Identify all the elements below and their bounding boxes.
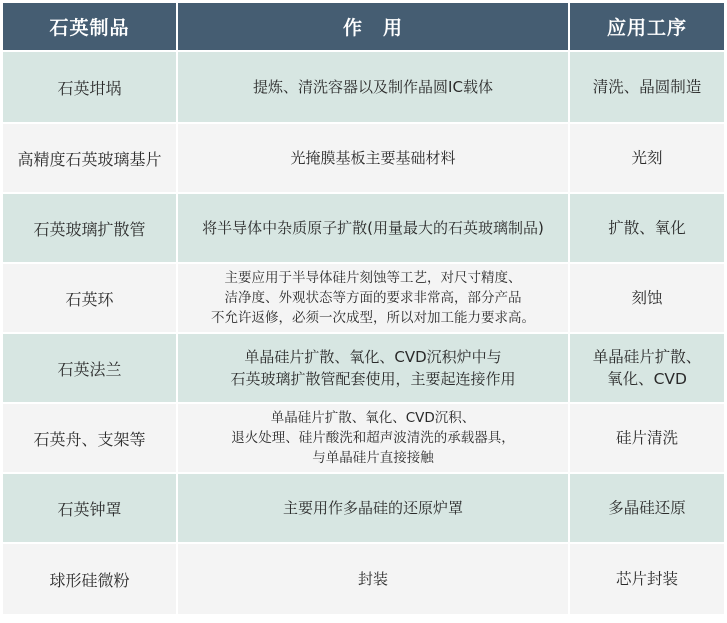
process-line: 多晶硅还原 [608,499,686,517]
table-row [3,472,724,542]
application-process [570,402,724,472]
process-line: 刻蚀 [631,289,663,307]
quartz-products-table-container [3,3,724,614]
application-process [570,332,724,402]
product-name: 石英钟罩 [3,472,178,542]
process-line: 氧化、CVD [607,370,687,388]
application-process [570,472,724,542]
application-process [570,542,724,614]
product-function [178,402,570,472]
table-row [3,402,724,472]
product-function [178,262,570,332]
product-name: 球形硅微粉 [3,542,178,614]
function-line: 不允许返修，必须一次成型，所以对加工能力要求高。 [211,310,535,326]
product-function [178,192,570,262]
product-name: 石英坩埚 [3,50,178,122]
table-row [3,122,724,192]
function-line: 主要应用于半导体硅片刻蚀等工艺，对尺寸精度、 [224,270,522,286]
product-name: 高精度石英玻璃基片 [3,122,178,192]
function-line: 洁净度、外观状态等方面的要求非常高，部分产品 [224,290,522,306]
product-function [178,50,570,122]
table-row [3,50,724,122]
function-line: 石英玻璃扩散管配套使用，主要起连接作用 [230,370,516,388]
product-function [178,542,570,614]
application-process [570,192,724,262]
function-line: 退火处理、硅片酸洗和超声波清洗的承载器具， [231,430,515,446]
function-line: 提炼、清洗容器以及制作晶圆IC载体 [253,78,493,96]
process-line: 扩散、氧化 [608,219,686,237]
product-name: 石英法兰 [3,332,178,402]
product-function [178,122,570,192]
header-product: 石英制品 [3,3,178,50]
table-row [3,332,724,402]
header-function: 作 用 [178,3,570,50]
application-process [570,122,724,192]
product-function [178,332,570,402]
product-function [178,472,570,542]
header-process: 应用工序 [570,3,724,50]
process-line: 芯片封装 [615,570,678,588]
product-name: 石英玻璃扩散管 [3,192,178,262]
product-name: 石英舟、支架等 [3,402,178,472]
application-process [570,50,724,122]
function-line: 单晶硅片扩散、氧化、CVD沉积炉中与 [244,348,502,366]
process-line: 光刻 [631,149,663,167]
function-line: 将半导体中杂质原子扩散(用量最大的石英玻璃制品) [202,219,544,237]
product-name: 石英环 [3,262,178,332]
quartz-products-table [3,3,724,614]
process-line: 硅片清洗 [615,429,678,447]
application-process [570,262,724,332]
process-line: 清洗、晶圆制造 [592,78,702,96]
table-row [3,192,724,262]
function-line: 与单晶硅片直接接触 [312,450,434,466]
function-line: 光掩膜基板主要基础材料 [290,149,456,167]
process-line: 单晶硅片扩散、 [592,348,702,366]
function-line: 单晶硅片扩散、氧化、CVD沉积、 [270,410,476,426]
table-row [3,542,724,614]
table-header-row [3,3,724,50]
table-row [3,262,724,332]
function-line: 主要用作多晶硅的还原炉罩 [282,499,463,517]
function-line: 封装 [357,570,388,588]
